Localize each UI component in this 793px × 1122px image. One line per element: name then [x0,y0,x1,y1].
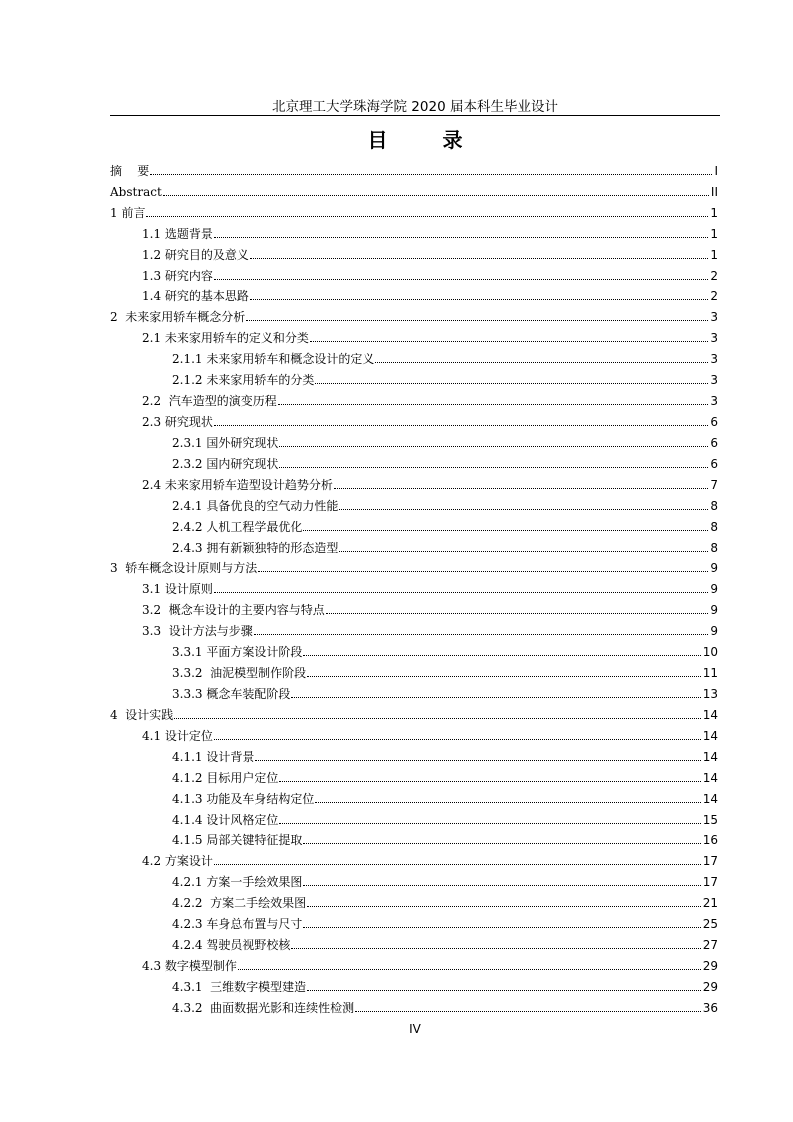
toc-entry-page: 29 [702,979,718,994]
dot-leader [279,467,708,468]
toc-entry[interactable] [110,764,718,785]
dot-leader [238,969,701,970]
toc-entry-page: 10 [702,645,718,660]
running-header: 北京理工大学珠海学院 2020 届本科生毕业设计 [272,99,558,115]
toc-entry[interactable] [110,722,718,743]
toc-entry-label: 3.3 设计方法与步骤 [142,624,253,639]
toc-entry[interactable] [110,450,718,471]
dot-leader [258,571,708,572]
toc-entry-label: 2.3.1 国外研究现状 [172,435,279,450]
toc-entry-page: 9 [710,624,718,639]
toc-entry-page: 3 [710,310,718,325]
dot-leader [214,425,708,426]
toc-entry-label: 4 设计实践 [110,707,174,722]
toc-entry-page: 36 [702,1000,718,1015]
toc-entry-page: 14 [702,791,718,806]
toc-entry[interactable] [110,199,718,220]
toc-entry-page: 6 [710,456,718,471]
dot-leader [291,697,700,698]
dot-leader [355,1011,701,1012]
toc-entry-label: 4.1.2 目标用户定位 [172,770,279,785]
toc-entry[interactable] [110,220,718,241]
dot-leader [303,885,700,886]
toc-entry[interactable] [110,534,718,555]
toc-entry-page: 9 [710,582,718,597]
toc-entry[interactable] [110,241,718,262]
toc-entry-label: 4.2.3 车身总布置与尺寸 [172,917,303,932]
toc-entry[interactable] [110,931,718,952]
toc-entry[interactable] [110,471,718,492]
toc-entry-label: 摘 要 [110,163,150,178]
toc-entry[interactable] [110,178,718,199]
toc-entry-label: 4.2.2 方案二手绘效果图 [172,896,307,911]
toc-entry[interactable] [110,617,718,638]
toc-entry[interactable] [110,283,718,304]
toc-entry-page: 3 [710,373,718,388]
dot-leader [339,509,708,510]
toc-entry-label: 1.2 研究目的及意义 [142,247,249,262]
toc-entry[interactable] [110,157,718,178]
toc-entry-page: 9 [710,561,718,576]
toc-entry-label: 4.2.4 驾驶员视野校核 [172,938,291,953]
toc-entry-page: 7 [710,477,718,492]
toc-entry-label: 2.1 未来家用轿车的定义和分类 [142,331,309,346]
header-rule [110,115,720,116]
toc-entry[interactable] [110,638,718,659]
toc-entry-page: 3 [710,394,718,409]
toc-entry-page: 27 [702,938,718,953]
toc-entry-label: 4.3.1 三维数字模型建造 [172,979,307,994]
toc-entry[interactable] [110,345,718,366]
toc-entry-label: 3.2 概念车设计的主要内容与特点 [142,603,325,618]
toc-entry[interactable] [110,513,718,534]
toc-entry[interactable] [110,366,718,387]
toc-entry-label: 2.4 未来家用轿车造型设计趋势分析 [142,477,333,492]
toc-entry-label: 3.3.1 平面方案设计阶段 [172,645,303,660]
toc-entry[interactable] [110,429,718,450]
toc-entry-label: 4.2 方案设计 [142,854,213,869]
toc-entry[interactable] [110,659,718,680]
dot-leader [214,592,708,593]
toc-entry-label: Abstract [110,184,162,199]
dot-leader [250,299,708,300]
toc-entry-page: 8 [710,519,718,534]
toc-entry-page: 14 [702,749,718,764]
dot-leader [255,760,700,761]
toc-entry-label: 4.1 设计定位 [142,728,213,743]
toc-entry-label: 3.1 设计原则 [142,582,213,597]
dot-leader [310,341,708,342]
dot-leader [278,404,709,405]
toc-entry-page: 15 [702,812,718,827]
toc-entry-label: 4.1.1 设计背景 [172,749,255,764]
dot-leader [326,613,709,614]
toc-entry[interactable] [110,596,718,617]
toc-entry-page: 6 [710,414,718,429]
toc-entry[interactable] [110,847,718,868]
dot-leader [303,530,708,531]
dot-leader [315,802,700,803]
dot-leader [254,634,709,635]
toc-entry[interactable] [110,303,718,324]
toc-entry-label: 2.3.2 国内研究现状 [172,456,279,471]
toc-entry-page: I [714,163,718,178]
dot-leader [246,320,708,321]
dot-leader [307,906,701,907]
toc-entry-label: 2.4.1 具备优良的空气动力性能 [172,498,339,513]
toc-entry-label: 4.3 数字模型制作 [142,958,237,973]
dot-leader [214,279,708,280]
toc-entry-label: 1 前言 [110,205,146,220]
toc-entry-label: 4.1.5 局部关键特征提取 [172,833,303,848]
dot-leader [303,843,700,844]
toc-entry-page: 11 [702,666,718,681]
toc-entry[interactable] [110,827,718,848]
dot-leader [375,362,708,363]
toc-entry-label: 4.1.3 功能及车身结构定位 [172,791,315,806]
toc-entry-page: 17 [702,875,718,890]
toc-entry-label: 1.1 选题背景 [142,226,213,241]
toc-entry-label: 4.2.1 方案一手绘效果图 [172,875,303,890]
toc-entry[interactable] [110,701,718,722]
toc-entry[interactable] [110,910,718,931]
toc-entry[interactable] [110,868,718,889]
page-number: IV [409,1022,421,1036]
toc-entry-page: 2 [710,268,718,283]
toc-entry-page: 3 [710,331,718,346]
toc-entry-label: 2.1.2 未来家用轿车的分类 [172,373,315,388]
dot-leader [214,739,701,740]
toc-entry-label: 1.4 研究的基本思路 [142,289,249,304]
dot-leader [279,823,700,824]
toc-entry-page: 29 [702,958,718,973]
toc-entry-page: 17 [702,854,718,869]
toc-entry-page: 16 [702,833,718,848]
dot-leader [315,383,708,384]
toc-entry-label: 3 轿车概念设计原则与方法 [110,561,258,576]
toc-entry-page: 13 [702,686,718,701]
dot-leader [307,676,701,677]
toc-entry-label: 3.3.2 油泥模型制作阶段 [172,666,307,681]
toc-entry[interactable] [110,994,718,1015]
toc-entry-page: 14 [702,707,718,722]
toc-entry-page: 8 [710,498,718,513]
dot-leader [214,864,701,865]
toc-entry[interactable] [110,952,718,973]
toc-entry[interactable] [110,806,718,827]
toc-entry-label: 4.1.4 设计风格定位 [172,812,279,827]
dot-leader [163,195,709,196]
toc-entry-page: 8 [710,540,718,555]
toc-entry-page: 3 [710,352,718,367]
toc-entry-page: 21 [702,896,718,911]
dot-leader [279,781,700,782]
dot-leader [279,446,708,447]
toc-entry[interactable] [110,408,718,429]
toc-entry[interactable] [110,262,718,283]
dot-leader [250,258,708,259]
dot-leader [214,237,708,238]
toc-entry-page: 2 [710,289,718,304]
toc-entry-page: 14 [702,770,718,785]
dot-leader [334,488,708,489]
toc-entry[interactable] [110,387,718,408]
toc-entry[interactable] [110,889,718,910]
toc-entry-label: 2.4.3 拥有新颖独特的形态造型 [172,540,339,555]
toc-entry-label: 2.2 汽车造型的演变历程 [142,394,277,409]
toc-entry[interactable] [110,492,718,513]
toc-entry-label: 2.4.2 人机工程学最优化 [172,519,303,534]
toc-entry[interactable] [110,785,718,806]
toc-entry-page: 6 [710,435,718,450]
dot-leader [339,551,708,552]
dot-leader [303,655,700,656]
toc-entry-page: 1 [710,205,718,220]
dot-leader [174,718,700,719]
toc-entry-label: 3.3.3 概念车装配阶段 [172,686,291,701]
toc-entry[interactable] [110,680,718,701]
dot-leader [150,174,712,175]
toc-entry-page: 1 [710,247,718,262]
toc-entry-page: 14 [702,728,718,743]
dot-leader [291,948,700,949]
dot-leader [146,216,708,217]
toc-entry[interactable] [110,555,718,576]
toc-entry[interactable] [110,575,718,596]
toc-entry-page: II [710,184,718,199]
toc-entry-label: 2.3 研究现状 [142,414,213,429]
toc-entry[interactable] [110,743,718,764]
dot-leader [303,927,700,928]
toc-entry-page: 25 [702,917,718,932]
toc-entry-page: 1 [710,226,718,241]
toc-entry-page: 9 [710,603,718,618]
toc-entry-label: 2 未来家用轿车概念分析 [110,310,246,325]
dot-leader [307,990,701,991]
toc-entry[interactable] [110,324,718,345]
table-of-contents [110,157,718,1015]
toc-entry-label: 4.3.2 曲面数据光影和连续性检测 [172,1000,355,1015]
page-title: 目 录 [367,128,487,152]
toc-entry[interactable] [110,973,718,994]
toc-entry-label: 2.1.1 未来家用轿车和概念设计的定义 [172,352,375,367]
toc-entry-label: 1.3 研究内容 [142,268,213,283]
